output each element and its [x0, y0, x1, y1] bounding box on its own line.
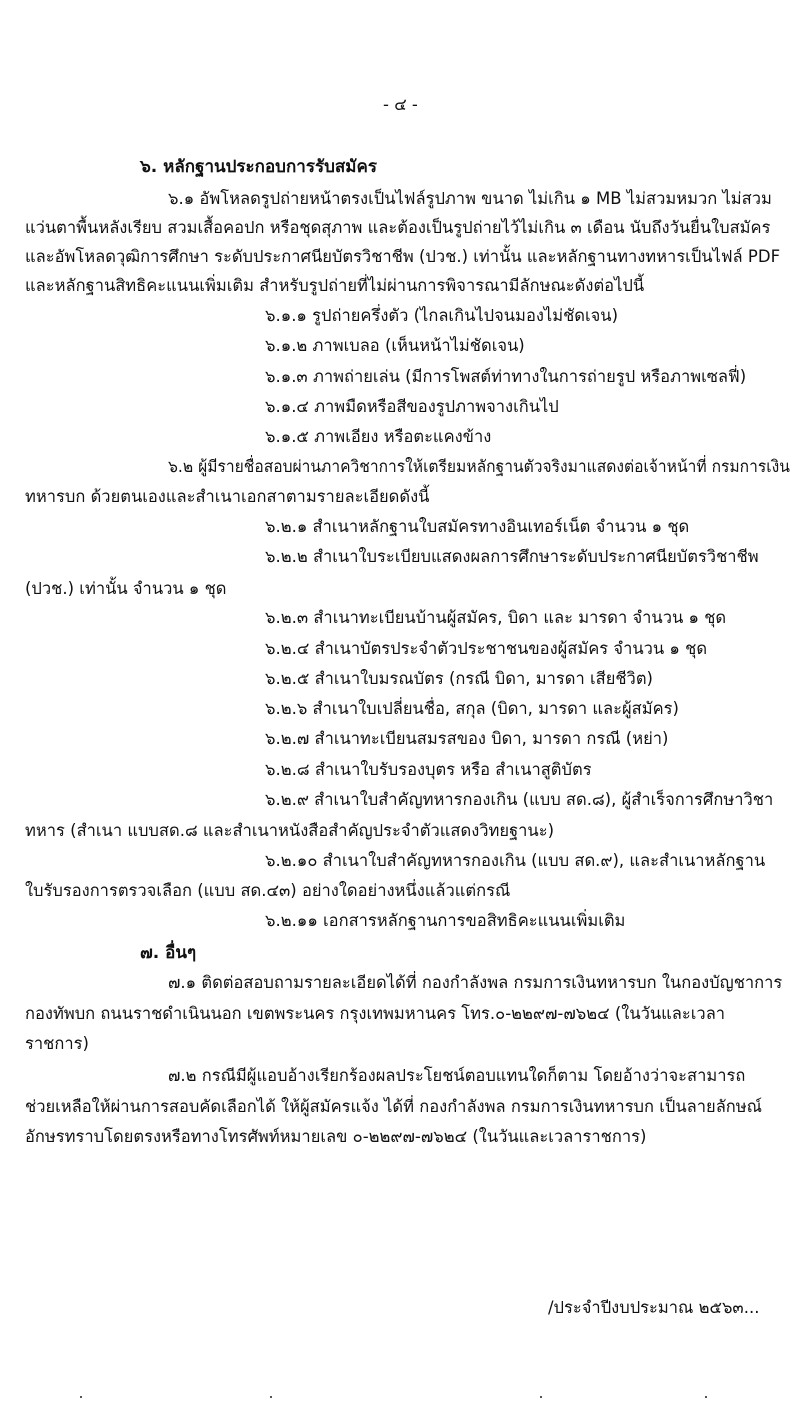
scan-speck	[540, 1396, 542, 1398]
item-6-1-4: ๖.๑.๔ ภาพมืดหรือสีของรูปภาพจางเกินไป	[265, 397, 559, 416]
item-6-2-11: ๖.๒.๑๑ เอกสารหลักฐานการขอสิทธิคะแนนเพิ่มเติม	[265, 911, 626, 930]
para-7-1-line-1: ๗.๑ ติดต่อสอบถามรายละเอียดได้ที่ กองกำลังพล กรมการเงินทหารบก ในกองบัญชาการ	[168, 973, 783, 992]
scan-speck	[270, 1396, 272, 1398]
section-6-heading: ๖. หลักฐานประกอบการรับสมัคร	[140, 157, 377, 177]
item-6-2-1: ๖.๒.๑ สำเนาหลักฐานใบสมัครทางอินเทอร์เน็ต จำนวน ๑ ชุด	[265, 517, 690, 536]
para-7-2-line-1: ๗.๒ กรณีมีผู้แอบอ้างเรียกร้องผลประโยชน์ตอบแทนใดก็ตาม โดยอ้างว่าจะสามารถ	[168, 1066, 746, 1085]
item-6-2-7: ๖.๒.๗ สำเนาทะเบียนสมรสของ บิดา, มารดา กรณี (หย่า)	[265, 729, 669, 748]
item-6-1-5: ๖.๑.๕ ภาพเอียง หรือตะแคงข้าง	[265, 427, 492, 446]
para-6-2-line-1: ๖.๒ ผู้มีรายชื่อสอบผ่านภาควิชาการให้เตรียมหลักฐานตัวจริงมาแสดงต่อเจ้าหน้าที่ กรมการเงิน	[168, 457, 790, 476]
para-6-1-line-3: และอัพโหลดวุฒิการศึกษา ระดับประกาศนียบัตรวิชาชีพ (ปวช.) เท่านั้น และหลักฐานทางทหารเป็นไฟล์ PDF	[25, 247, 781, 266]
para-6-1-line-1: ๖.๑ อัพโหลดรูปถ่ายหน้าตรงเป็นไฟล์รูปภาพ ขนาด ไม่เกิน ๑ MB ไม่สวมหมวก ไม่สวม	[168, 189, 772, 208]
item-6-2-9-cont: ทหาร (สำเนา แบบสด.๘ และสำเนาหนังสือสำคัญประจำตัวแสดงวิทยฐานะ)	[25, 821, 555, 840]
page-number: - ๔ -	[383, 95, 418, 114]
item-6-2-9: ๖.๒.๙ สำเนาใบสำคัญทหารกองเกิน (แบบ สด.๘), ผู้สำเร็จการศึกษาวิชา	[265, 790, 774, 809]
scan-speck	[705, 1396, 707, 1398]
scan-speck	[80, 1396, 82, 1398]
item-6-2-2: ๖.๒.๒ สำเนาใบระเบียบแสดงผลการศึกษาระดับประกาศนียบัตรวิชาชีพ	[265, 547, 759, 566]
item-6-2-10-cont: ใบรับรองการตรวจเลือก (แบบ สด.๔๓) อย่างใดอย่างหนึ่งแล้วแต่กรณี	[25, 881, 511, 900]
para-6-2-line-2: ทหารบก ด้วยตนเองและสำเนาเอกสาตามรายละเอียดดังนี้	[25, 487, 430, 506]
para-6-1-line-2: แว่นตาพื้นหลังเรียบ สวมเสื้อคอปก หรือชุดสุภาพ และต้องเป็นรูปถ่ายไว้ไม่เกิน ๓ เดือน นับถึงวันยื่นใบสมัคร	[25, 218, 771, 237]
item-6-2-8: ๖.๒.๘ สำเนาใบรับรองบุตร หรือ สำเนาสูติบัตร	[265, 760, 592, 779]
item-6-2-2-cont: (ปวช.) เท่านั้น จำนวน ๑ ชุด	[25, 579, 227, 598]
item-6-2-3: ๖.๒.๓ สำเนาทะเบียนบ้านผู้สมัคร, บิดา และ มารดา จำนวน ๑ ชุด	[265, 608, 727, 627]
footer-continuation: /ประจำปีงบประมาณ ๒๕๖๓...	[548, 1298, 760, 1317]
item-6-1-3: ๖.๑.๓ ภาพถ่ายเล่น (มีการโพสต์ท่าทางในการถ่ายรูป หรือภาพเซลฟี่)	[265, 367, 747, 386]
item-6-1-2: ๖.๑.๒ ภาพเบลอ (เห็นหน้าไม่ชัดเจน)	[265, 336, 525, 355]
item-6-1-1: ๖.๑.๑ รูปถ่ายครึ่งตัว (ไกลเกินไปจนมองไม่ชัดเจน)	[265, 306, 619, 325]
para-7-1-line-2: กองทัพบก ถนนราชดำเนินนอก เขตพระนคร กรุงเทพมหานคร โทร.๐-๒๒๙๗-๗๖๒๔ (ในวันและเวลา	[25, 1004, 726, 1023]
section-7-heading: ๗. อื่นๆ	[140, 943, 197, 963]
para-7-1-line-3: ราชการ)	[25, 1034, 89, 1053]
item-6-2-10: ๖.๒.๑๐ สำเนาใบสำคัญทหารกองเกิน (แบบ สด.๙), และสำเนาหลักฐาน	[265, 851, 766, 870]
item-6-2-6: ๖.๒.๖ สำเนาใบเปลี่ยนชื่อ, สกุล (บิดา, มารดา และผู้สมัคร)	[265, 699, 679, 718]
item-6-2-4: ๖.๒.๔ สำเนาบัตรประจำตัวประชาชนของผู้สมัคร จำนวน ๑ ชุด	[265, 639, 708, 658]
para-7-2-line-3: อักษรทราบโดยตรงหรือทางโทรศัพท์หมายเลข ๐-๒๒๙๗-๗๖๒๔ (ในวันและเวลาราชการ)	[25, 1127, 647, 1146]
item-6-2-5: ๖.๒.๕ สำเนาใบมรณบัตร (กรณี บิดา, มารดา เสียชีวิต)	[265, 669, 653, 688]
para-6-1-line-4: และหลักฐานสิทธิคะแนนเพิ่มเติม สำหรับรูปถ่ายที่ไม่ผ่านการพิจารณามีลักษณะดังต่อไปนี้	[25, 276, 645, 295]
para-7-2-line-2: ช่วยเหลือให้ผ่านการสอบคัดเลือกได้ ให้ผู้สมัครแจ้ง ได้ที่ กองกำลังพล กรมการเงินทหารบก เป็นลายลักษณ์	[25, 1097, 762, 1116]
